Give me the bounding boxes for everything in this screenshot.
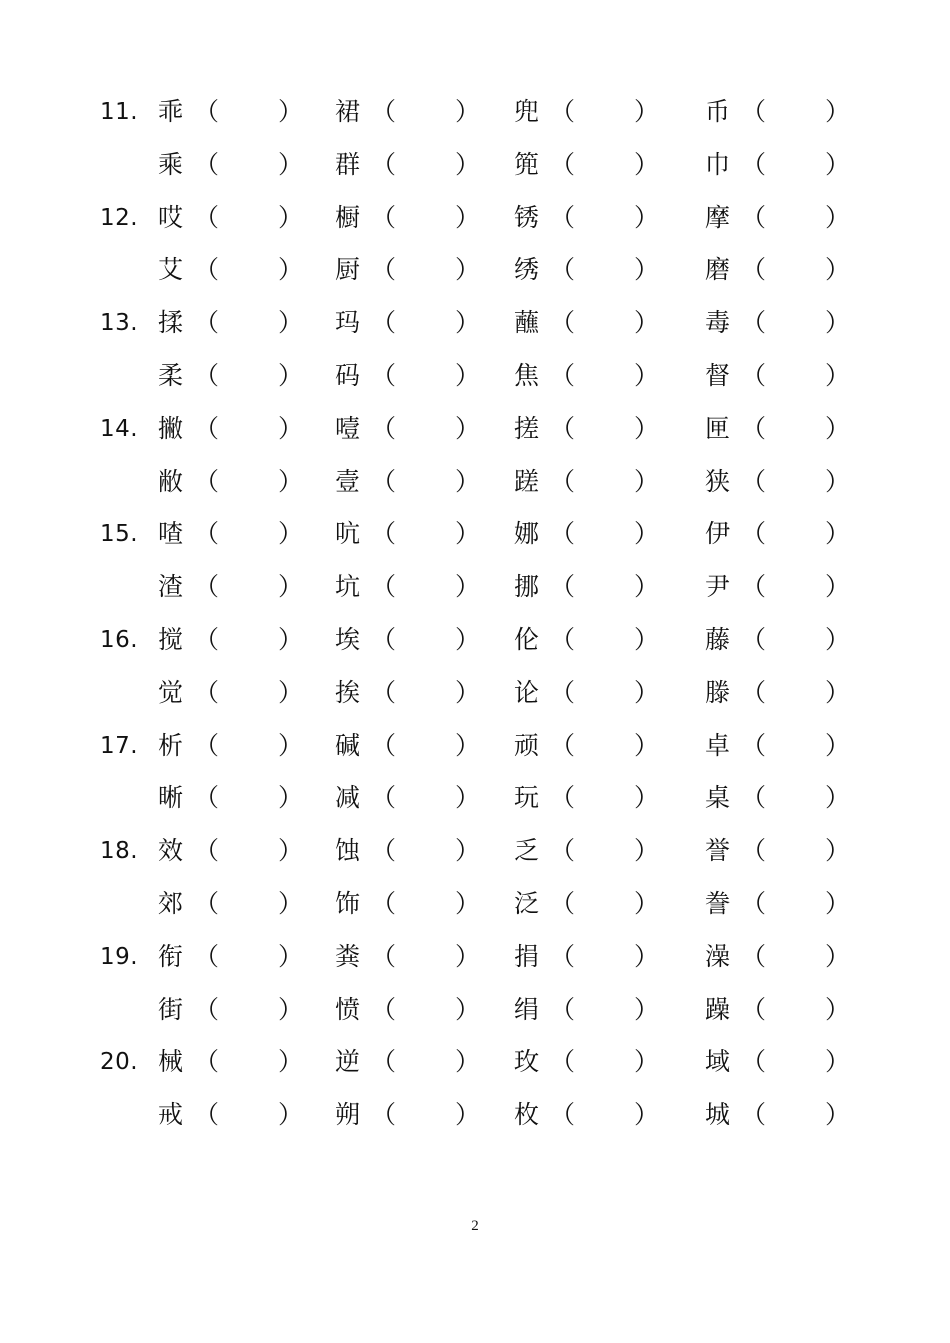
question-number: 17.	[100, 732, 139, 759]
answer-blank-open[interactable]: （	[550, 255, 576, 285]
character: 街	[158, 994, 184, 1024]
question-row	[0, 884, 950, 924]
character: 郊	[158, 889, 184, 918]
answer-blank-close: ）	[634, 994, 660, 1024]
answer-blank-open[interactable]: （	[194, 941, 220, 971]
question-row	[0, 673, 950, 713]
answer-blank-open[interactable]: （	[550, 97, 576, 126]
character: 裙	[335, 97, 361, 126]
character: 誊	[705, 889, 731, 918]
answer-blank-close: ）	[455, 308, 481, 338]
answer-blank-open[interactable]: （	[741, 783, 767, 813]
answer-blank-close: ）	[825, 519, 851, 549]
question-number: 20.	[100, 1049, 139, 1076]
answer-blank-close: ）	[634, 97, 660, 126]
question-row	[0, 567, 950, 607]
character: 捐	[514, 941, 540, 971]
answer-blank-open[interactable]: （	[741, 202, 767, 232]
answer-blank-close: ）	[825, 466, 851, 496]
answer-blank-close: ）	[634, 730, 660, 760]
answer-blank-open[interactable]: （	[371, 97, 397, 126]
question-number: 18.	[100, 838, 139, 865]
question-number: 19.	[100, 943, 139, 970]
answer-blank-close: ）	[278, 1100, 304, 1130]
answer-blank-close: ）	[455, 97, 481, 126]
character: 乘	[158, 149, 184, 179]
character: 哎	[158, 202, 184, 232]
question-row	[0, 831, 950, 871]
answer-blank-close: ）	[278, 361, 304, 390]
character: 橱	[335, 202, 361, 232]
answer-blank-open[interactable]: （	[371, 625, 397, 654]
answer-blank-open[interactable]: （	[194, 730, 220, 760]
answer-blank-open[interactable]: （	[194, 466, 220, 496]
answer-blank-close: ）	[278, 97, 304, 126]
answer-blank-open[interactable]: （	[741, 1100, 767, 1130]
answer-blank-open[interactable]: （	[371, 466, 397, 496]
question-row	[0, 145, 950, 185]
answer-blank-open[interactable]: （	[371, 519, 397, 549]
character: 锈	[514, 202, 540, 232]
answer-blank-close: ）	[634, 308, 660, 338]
answer-blank-open[interactable]: （	[550, 625, 576, 654]
character: 绢	[514, 994, 540, 1024]
character: 玩	[514, 783, 540, 813]
character: 兜	[514, 97, 540, 126]
answer-blank-open[interactable]: （	[741, 730, 767, 760]
character: 柔	[158, 361, 184, 390]
answer-blank-close: ）	[278, 149, 304, 179]
answer-blank-close: ）	[455, 361, 481, 390]
character: 蹉	[514, 466, 540, 496]
answer-blank-open[interactable]: （	[194, 202, 220, 232]
answer-blank-open[interactable]: （	[550, 202, 576, 232]
answer-blank-close: ）	[278, 677, 304, 707]
answer-blank-close: ）	[634, 572, 660, 602]
answer-blank-close: ）	[455, 783, 481, 813]
character: 械	[158, 1047, 184, 1077]
answer-blank-close: ）	[455, 677, 481, 707]
character: 揉	[158, 308, 184, 338]
answer-blank-open[interactable]: （	[194, 361, 220, 390]
answer-blank-open[interactable]: （	[550, 519, 576, 549]
character: 渣	[158, 572, 184, 602]
character: 愤	[335, 994, 361, 1024]
answer-blank-open[interactable]: （	[194, 783, 220, 813]
answer-blank-close: ）	[825, 994, 851, 1024]
answer-blank-close: ）	[278, 730, 304, 760]
character: 尹	[705, 572, 731, 602]
question-number: 14.	[100, 415, 139, 442]
page-number: 2	[471, 1218, 479, 1234]
question-row	[0, 726, 950, 766]
question-number: 11.	[100, 99, 139, 125]
answer-blank-close: ）	[455, 255, 481, 285]
character: 厨	[335, 255, 361, 285]
answer-blank-close: ）	[278, 202, 304, 232]
character: 绣	[514, 255, 540, 285]
answer-blank-open[interactable]: （	[194, 149, 220, 179]
question-row	[0, 620, 950, 660]
character: 搅	[158, 625, 184, 654]
answer-blank-close: ）	[634, 1100, 660, 1130]
character: 焦	[514, 361, 540, 390]
character: 玫	[514, 1047, 540, 1077]
answer-blank-close: ）	[455, 572, 481, 602]
answer-blank-open[interactable]: （	[741, 941, 767, 971]
answer-blank-close: ）	[825, 149, 851, 179]
answer-blank-close: ）	[825, 730, 851, 760]
character: 碱	[335, 730, 361, 760]
answer-blank-open[interactable]: （	[194, 836, 220, 866]
character: 桌	[705, 783, 731, 813]
answer-blank-open[interactable]: （	[371, 1047, 397, 1077]
answer-blank-open[interactable]: （	[741, 836, 767, 866]
character: 减	[335, 783, 361, 813]
character: 伊	[705, 519, 731, 549]
answer-blank-close: ）	[825, 1047, 851, 1077]
character: 粪	[335, 941, 361, 971]
answer-blank-open[interactable]: （	[371, 677, 397, 707]
answer-blank-open[interactable]: （	[371, 994, 397, 1024]
answer-blank-close: ）	[634, 836, 660, 866]
answer-blank-close: ）	[634, 941, 660, 971]
answer-blank-close: ）	[278, 466, 304, 496]
answer-blank-open[interactable]: （	[550, 1047, 576, 1077]
character: 壹	[335, 466, 361, 496]
answer-blank-close: ）	[825, 625, 851, 654]
answer-blank-open[interactable]: （	[371, 783, 397, 813]
character: 磨	[705, 255, 731, 285]
character: 藤	[705, 625, 731, 654]
character: 蚀	[335, 836, 361, 866]
answer-blank-close: ）	[455, 625, 481, 654]
answer-blank-open[interactable]: （	[741, 97, 767, 126]
answer-blank-close: ）	[278, 1047, 304, 1077]
answer-blank-open[interactable]: （	[741, 361, 767, 390]
character: 城	[705, 1100, 731, 1130]
answer-blank-close: ）	[455, 730, 481, 760]
answer-blank-close: ）	[634, 149, 660, 179]
answer-blank-close: ）	[825, 308, 851, 338]
character: 撇	[158, 413, 184, 443]
character: 觉	[158, 677, 184, 707]
answer-blank-open[interactable]: （	[371, 308, 397, 338]
answer-blank-open[interactable]: （	[371, 836, 397, 866]
question-row	[0, 1095, 950, 1135]
answer-blank-open[interactable]: （	[741, 994, 767, 1024]
answer-blank-close: ）	[825, 889, 851, 918]
answer-blank-open[interactable]: （	[194, 413, 220, 443]
answer-blank-close: ）	[634, 202, 660, 232]
answer-blank-open[interactable]: （	[371, 255, 397, 285]
character: 毒	[705, 308, 731, 338]
question-row	[0, 250, 950, 290]
answer-blank-close: ）	[455, 941, 481, 971]
character: 效	[158, 836, 184, 866]
character: 坑	[335, 572, 361, 602]
answer-blank-close: ）	[278, 308, 304, 338]
answer-blank-open[interactable]: （	[741, 1047, 767, 1077]
question-row	[0, 303, 950, 343]
question-row	[0, 462, 950, 502]
question-row	[0, 778, 950, 818]
answer-blank-open[interactable]: （	[371, 413, 397, 443]
character: 挨	[335, 677, 361, 707]
character: 匣	[705, 413, 731, 443]
answer-blank-open[interactable]: （	[550, 308, 576, 338]
question-number: 15.	[100, 521, 139, 548]
answer-blank-open[interactable]: （	[550, 572, 576, 602]
character: 朔	[335, 1100, 361, 1130]
answer-blank-close: ）	[278, 994, 304, 1024]
answer-blank-open[interactable]: （	[741, 466, 767, 496]
answer-blank-close: ）	[634, 889, 660, 918]
answer-blank-close: ）	[278, 519, 304, 549]
answer-blank-close: ）	[825, 361, 851, 390]
character: 澡	[705, 941, 731, 971]
question-row	[0, 990, 950, 1030]
answer-blank-close: ）	[634, 1047, 660, 1077]
character: 敝	[158, 466, 184, 496]
answer-blank-open[interactable]: （	[741, 677, 767, 707]
character: 誉	[705, 836, 731, 866]
answer-blank-close: ）	[455, 202, 481, 232]
character: 群	[335, 149, 361, 179]
answer-blank-close: ）	[278, 413, 304, 443]
answer-blank-close: ）	[278, 625, 304, 654]
character: 域	[705, 1047, 731, 1077]
answer-blank-open[interactable]: （	[741, 625, 767, 654]
character: 乏	[514, 836, 540, 866]
answer-blank-open[interactable]: （	[371, 730, 397, 760]
character: 娜	[514, 519, 540, 549]
answer-blank-open[interactable]: （	[194, 97, 220, 126]
answer-blank-close: ）	[455, 889, 481, 918]
answer-blank-close: ）	[825, 783, 851, 813]
answer-blank-open[interactable]: （	[194, 255, 220, 285]
question-row	[0, 198, 950, 238]
answer-blank-open[interactable]: （	[194, 677, 220, 707]
answer-blank-open[interactable]: （	[371, 149, 397, 179]
answer-blank-close: ）	[455, 466, 481, 496]
answer-blank-close: ）	[634, 625, 660, 654]
answer-blank-open[interactable]: （	[194, 994, 220, 1024]
character: 泛	[514, 889, 540, 918]
character: 搓	[514, 413, 540, 443]
answer-blank-open[interactable]: （	[741, 149, 767, 179]
answer-blank-close: ）	[278, 836, 304, 866]
answer-blank-close: ）	[634, 677, 660, 707]
answer-blank-open[interactable]: （	[194, 519, 220, 549]
character: 币	[705, 97, 731, 126]
character: 戒	[158, 1100, 184, 1130]
answer-blank-open[interactable]: （	[550, 677, 576, 707]
answer-blank-close: ）	[825, 836, 851, 866]
answer-blank-open[interactable]: （	[194, 572, 220, 602]
character: 躁	[705, 994, 731, 1024]
answer-blank-close: ）	[455, 413, 481, 443]
answer-blank-open[interactable]: （	[550, 149, 576, 179]
answer-blank-open[interactable]: （	[741, 889, 767, 918]
character: 艾	[158, 255, 184, 285]
answer-blank-close: ）	[278, 783, 304, 813]
question-number: 13.	[100, 310, 139, 337]
answer-blank-open[interactable]: （	[741, 413, 767, 443]
character: 蘸	[514, 308, 540, 338]
answer-blank-close: ）	[825, 941, 851, 971]
answer-blank-close: ）	[825, 255, 851, 285]
answer-blank-close: ）	[825, 97, 851, 126]
question-row	[0, 409, 950, 449]
answer-blank-open[interactable]: （	[371, 361, 397, 390]
answer-blank-open[interactable]: （	[550, 941, 576, 971]
character: 噎	[335, 413, 361, 443]
answer-blank-close: ）	[825, 202, 851, 232]
answer-blank-open[interactable]: （	[194, 889, 220, 918]
answer-blank-open[interactable]: （	[194, 308, 220, 338]
character: 狭	[705, 466, 731, 496]
answer-blank-open[interactable]: （	[550, 730, 576, 760]
character: 顽	[514, 730, 540, 760]
character: 摩	[705, 202, 731, 232]
answer-blank-close: ）	[455, 994, 481, 1024]
character: 码	[335, 361, 361, 390]
question-number: 16.	[100, 627, 139, 653]
answer-blank-open[interactable]: （	[550, 1100, 576, 1130]
character: 乖	[158, 97, 184, 126]
character: 析	[158, 730, 184, 760]
answer-blank-open[interactable]: （	[194, 625, 220, 654]
character: 逆	[335, 1047, 361, 1077]
question-row	[0, 356, 950, 396]
character: 喳	[158, 519, 184, 549]
answer-blank-open[interactable]: （	[741, 519, 767, 549]
question-number: 12.	[100, 204, 139, 231]
answer-blank-close: ）	[455, 836, 481, 866]
answer-blank-close: ）	[634, 255, 660, 285]
character: 论	[514, 677, 540, 707]
answer-blank-open[interactable]: （	[550, 361, 576, 390]
answer-blank-open[interactable]: （	[194, 1047, 220, 1077]
answer-blank-close: ）	[825, 413, 851, 443]
question-row	[0, 514, 950, 554]
character: 卓	[705, 730, 731, 760]
character: 玛	[335, 308, 361, 338]
answer-blank-close: ）	[455, 149, 481, 179]
character: 埃	[335, 625, 361, 654]
answer-blank-close: ）	[825, 1100, 851, 1130]
character: 衔	[158, 941, 184, 971]
character: 滕	[705, 677, 731, 707]
character: 督	[705, 361, 731, 390]
answer-blank-close: ）	[634, 519, 660, 549]
answer-blank-open[interactable]: （	[371, 889, 397, 918]
answer-blank-open[interactable]: （	[194, 1100, 220, 1130]
answer-blank-open[interactable]: （	[741, 255, 767, 285]
answer-blank-close: ）	[634, 783, 660, 813]
answer-blank-open[interactable]: （	[550, 889, 576, 918]
answer-blank-close: ）	[825, 572, 851, 602]
answer-blank-close: ）	[278, 941, 304, 971]
answer-blank-open[interactable]: （	[550, 994, 576, 1024]
character: 吭	[335, 519, 361, 549]
answer-blank-close: ）	[634, 413, 660, 443]
answer-blank-open[interactable]: （	[371, 1100, 397, 1130]
answer-blank-close: ）	[455, 1047, 481, 1077]
answer-blank-open[interactable]: （	[550, 783, 576, 813]
answer-blank-open[interactable]: （	[371, 202, 397, 232]
answer-blank-open[interactable]: （	[371, 572, 397, 602]
question-row	[0, 92, 950, 132]
answer-blank-open[interactable]: （	[371, 941, 397, 971]
answer-blank-close: ）	[825, 677, 851, 707]
character: 巾	[705, 149, 731, 179]
question-row	[0, 1042, 950, 1082]
answer-blank-close: ）	[278, 572, 304, 602]
answer-blank-close: ）	[455, 1100, 481, 1130]
answer-blank-open[interactable]: （	[741, 308, 767, 338]
answer-blank-close: ）	[634, 466, 660, 496]
character: 篼	[514, 149, 540, 179]
character: 饰	[335, 889, 361, 918]
answer-blank-open[interactable]: （	[741, 572, 767, 602]
answer-blank-open[interactable]: （	[550, 836, 576, 866]
answer-blank-close: ）	[278, 255, 304, 285]
answer-blank-open[interactable]: （	[550, 413, 576, 443]
character: 伦	[514, 625, 540, 654]
character: 挪	[514, 572, 540, 602]
answer-blank-open[interactable]: （	[550, 466, 576, 496]
answer-blank-close: ）	[455, 519, 481, 549]
character: 晰	[158, 783, 184, 813]
character: 枚	[514, 1100, 540, 1130]
question-row	[0, 937, 950, 977]
answer-blank-close: ）	[278, 889, 304, 918]
answer-blank-close: ）	[634, 361, 660, 390]
